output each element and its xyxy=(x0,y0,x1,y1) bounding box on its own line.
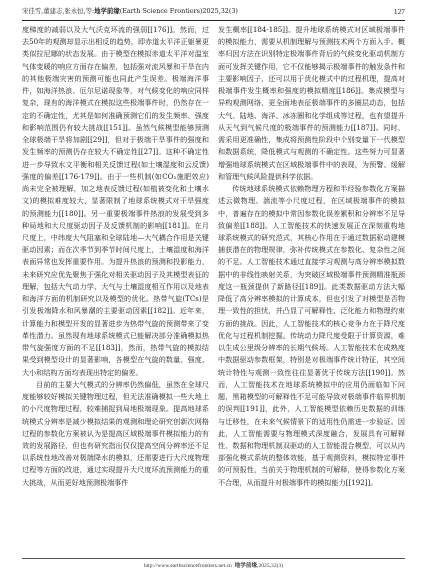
running-header xyxy=(22,5,405,18)
paragraph: 目前的主要大气模式的分辨率仍然偏低，虽然在全球尺度能够较好模拟关键物理过程，但无法准确模拟一些大地上的小尺度物理过程，较难捕捉到局地极端现象。提高地球系统模式分辨率是减少模拟结果的观测和理论研究创新次网格过程的参数化方案被认为是提高区域极端事件模拟能力的有效的发展路径，但也有研究指出仅仅提高空间分辨率还不足以系统性地改善对极端降水的模拟，还需要进行大尺度物理过程等方面的改进，通过实现提升大尺度环流预测能力的重大挑战，从而更好地预测极端事件 xyxy=(22,379,209,487)
paragraph: 传统地球系统模式依赖物理方程和半经验参数化方案描述云微物理、湍流等小尺度过程，在区域极端事件的模拟中，普遍存在的模拟中常因参数化误差累积和分辨率不足导致偏差[[188]]。人工智能技术的快速发展正在深刻重构地球系统模式的研究范式，其核心作用在于通过数据驱动建模捕获潜在的物理规律，弥补传统模式在参数化、复杂性之间的不足。人工智能技术通过直接学习观测与高分辨率模拟数据中的非线性映射关系，为突破区域极端事件预测精准瓶颈度这一瓶颈提供了新路径[[189]]。此类数据驱动方法大幅降低了高分辨率模拟的计算成本，但也引发了对模型是否物理一致性的担忧，并凸显了可解释性、泛化能力和物理约束方面的挑战。因此，人工智能技术的核心竞争力在于降尺度优化与过程机制挖掘。传统动力降尺度受限于计算资源，难以生成公里级分辨率的长期气候场。人工智能技术在成熟度中数据驱动参数框架，特别是对极端事件统计特征，其空间统计特性与观测一致性往往显著优于传统方法[[190]]。然而，人工智能技术在地球系统模拟中的应用仍面临如下问题，黑箱模型的可解释性不足可能导致对极端事件临界机制的误判[[191]]，此外，人工智能模型依赖历史数据的训练与迁移性，在未来气候情景下的适用性仍需进一步验证。因此，人工智能需要与物理模式深度融合，发展具有可解释性、数据和物理机制双驱动的人工智能混合模型，可以从内部强化模式系统的整体效能，基于观测资料，模拟特定事件的可预报性，当前关于物理机制的可解释，使得参数化方案不合理，从而提升对极端事件的模拟能力[[192]]。 xyxy=(218,184,405,487)
footer-url: http://www.earthsciencefrontiers.net.cn xyxy=(143,563,232,569)
header-journal-en: (Earth Science Frontiers)2025,32(3) xyxy=(119,7,238,15)
left-column xyxy=(22,24,209,552)
footer-rule xyxy=(22,558,405,559)
header-journal-cn: 地学前缘 xyxy=(94,7,120,15)
page-footer xyxy=(0,561,427,569)
header-citation xyxy=(22,5,238,18)
footer-journal: 地学前缘 xyxy=(234,563,258,569)
header-rule xyxy=(22,20,405,21)
page-number: 127 xyxy=(393,7,405,16)
right-column xyxy=(218,24,405,552)
footer-issue: ,2025,32(3) xyxy=(257,563,284,569)
header-authors: 宋佳雪,董建志,张永恒,等: xyxy=(22,7,95,15)
paragraph: 度梯度的减弱以及大气沃克环流的强弱[[176]]。然而，过去50年的观测却显示出相反的趋势，即赤道太平洋正躯暑更类似拉尼娜的状态发展。由于模型在模拟赤道太平洋对温室气体变暖的响应方面存在偏差，包括强对流风暴和干旱在内的其他极端灾害的预测可能也同此产生误差。极端海洋事件，如海洋热浪、厄尔尼诺现象等，对气候变化的响应同样复杂，现有的海洋模式在模拟这些极端事件时，仍然存在一定的不确定性，尤其是如何准确预测它们的发生频率、强度和影响范围仍有较大挑战[[151]]。虽然气候模型能够预测全球极端干旱将加剧[[29]]，但对于极端干旱事件的强度和发生频率的预测仍存在较大不确定性[[27]]。这种不确定性进一步导致水文平衡和相关反馈过程(如土壤湿度和云反馈)强度的偏差[[176-179]]。由于一些机制(如CO₂施肥效应)尚未完全被理解，加之地表反馈过程(如植被变化和土壤水文)的模拟难度较大，显著限制了地球系统模式对干旱强度的预测能力[[180]]。另一重要极端事件热浪的发展受到多种局地和大尺度驱动因子及反馈机制的影响[[181]]。在月尺度上，中纬度大气阻塞和全球陆地—大气耦合作用是关键驱动因素；而在次季节到季节时间尺度上，土壤湿度和海洋表面异常也发挥重要作用。为提升热浪的预测和投影能力，未来研究应优先聚焦于强化对相关驱动因子及其模型表征的理解，包括大气动力学、大气与土壤湿度相互作用以及地表和海洋方面的机制研究以及模型的优化。热带气旋(TCs)是引发极端降水和风暴潮的主要驱动因素[[182]]。近年来，计算能力和模型开发的显著进步为热带气旋的预测带来了变革性潜力。虽然现有地球系统模式已能解决部分准确模拟热带气旋强度方面的不足[[183]]，然而，热带气旋的模拟结果受到模型设计的显著影响，各模型在气旋的数量、强度、大小和结构方面均表现出特定的偏差。 xyxy=(22,25,209,377)
paragraph: 发生概率[[184-185]]。提升地球系统模式对区域极端事件的模拟能力，需要从机制理解与预测技术两个方面入手。概率归因方法在识别特定极端事件背后的气候变化驱动机制方面可发挥关键作用，它不仅能够揭示极端事件的触发条件和主要影响因子，还可以用于优化模式中的过程机理，提高对极端事件发生概率和强度的模拟精度[[186]]。集成模型与异构观测网络，更全面地表征极端事件的多圈层动态，包括大气、陆地、海洋、冰冻圈和化学组成等过程，也有望提升从天气到气候尺度的极端事件的预测能力[[187]]。同时，需采用更准确性，集成将预测性阶段中个别变量下一代模型和数据系统，降低模式与观测的不确定性。这些努力可显著增强地球系统模式在区域极端事件中的表现，为预警、缓解和管理气候风险提供科学依据。 xyxy=(218,25,405,181)
